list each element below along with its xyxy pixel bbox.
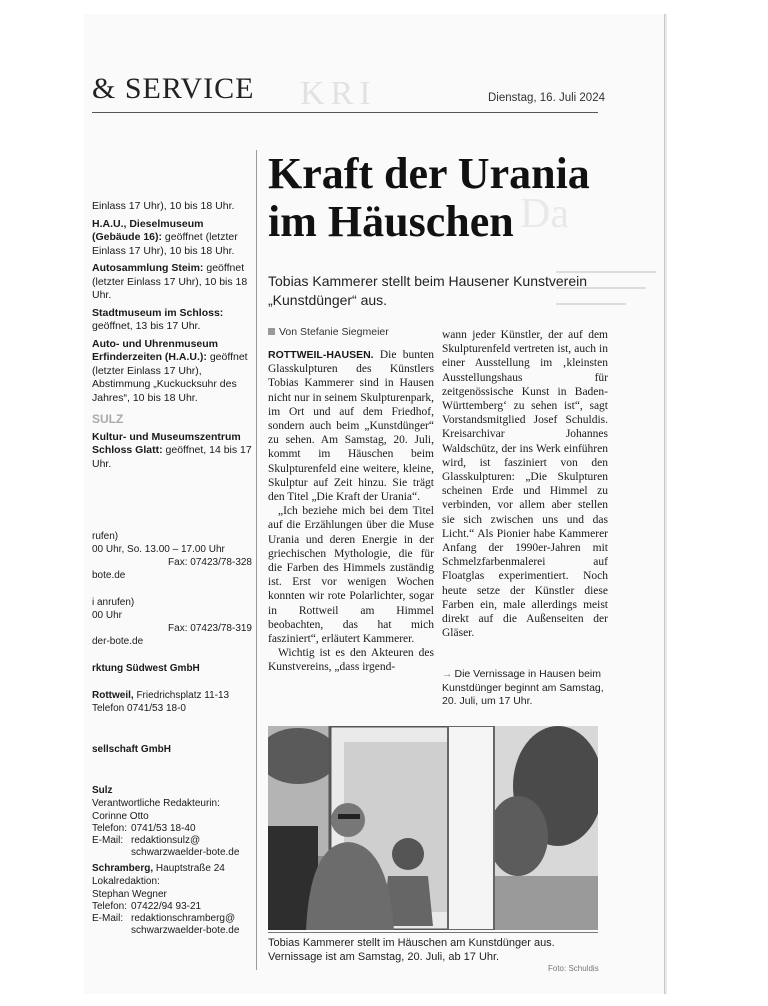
column-divider bbox=[256, 150, 257, 970]
editor-role: Verantwortliche Redakteurin: bbox=[92, 798, 220, 809]
photo-caption: Tobias Kammerer stellt im Häuschen am Kunstdünger aus. Vernissage ist am Samstag, 20. Juli, ab 17 Uhr. bbox=[268, 937, 555, 963]
office-phone: Telefon 0741/53 18-0 bbox=[92, 703, 186, 714]
company-name: rktung Südwest GmbH bbox=[92, 663, 200, 674]
listing-entry: Autosammlung Steim: geöffnet (letzter Einlass 17 Uhr), 10 bis 18 Uhr. bbox=[92, 262, 248, 301]
listing-entry: Einlass 17 Uhr), 10 bis 18 Uhr. bbox=[92, 200, 235, 212]
article-headline: Kraft der Urania im Häuschen bbox=[268, 149, 590, 246]
listing-entry: Kultur- und Museumszentrum Schloss Glatt: geöffnet, 14 bis 17 Uhr. bbox=[92, 430, 252, 470]
contact-line: i anrufen) bbox=[92, 597, 135, 608]
article-subheadline: Tobias Kammerer stellt beim Hausener Kunstverein „Kunstdünger“ aus. bbox=[268, 273, 588, 308]
editor-role: Lokalredaktion: bbox=[92, 876, 160, 887]
listing-entry: Stadtmuseum im Schloss: geöffnet, 13 bis 17 Uhr. bbox=[92, 306, 224, 332]
article-photo bbox=[268, 726, 598, 930]
listing-entry: Auto- und Uhrenmuseum Erfinderzeiten (H.A.U.): geöffnet (letzter Einlass 17 Uhr), Abstimmung „Kuckucksuhr des Jahres“, 10 bis 18 Uhr. bbox=[92, 337, 248, 404]
office-address: Rottweil, Friedrichsplatz 11-13 bbox=[92, 690, 230, 701]
contact-line: 00 Uhr bbox=[92, 610, 123, 621]
contact-line: rufen) bbox=[92, 531, 119, 542]
contact-block bbox=[92, 530, 252, 937]
issue-date: Dienstag, 16. Juli 2024 bbox=[488, 92, 605, 104]
fax-line: Fax: 07423/78-328 bbox=[168, 557, 252, 568]
editor-name: Stephan Wegner bbox=[92, 889, 167, 900]
caption-rule bbox=[268, 932, 598, 933]
section-title: & SERVICE bbox=[92, 72, 255, 105]
article-column-2 bbox=[442, 328, 608, 640]
byline: Von Stefanie Siegmeier bbox=[268, 326, 389, 338]
paragraph: „Ich beziehe mich bei dem Titel auf die Erzählungen über die Muse Urania und deren Energie in der griechischen Mythologie, die für die Farben des Himmels zuständig ist. Erst vor wenigen Wochen konnten wir rote Polarlichter, sogar in Rottweil am Himmel beobachten, das hat mich fasziniert“, erläutert Kammerer. bbox=[268, 505, 434, 646]
square-bullet-icon bbox=[268, 328, 275, 335]
contact-line: bote.de bbox=[92, 570, 126, 581]
email-link[interactable]: redaktionsulz@ bbox=[131, 835, 201, 846]
email-link[interactable]: redaktionschramberg@ bbox=[131, 913, 236, 924]
editor-name: Corinne Otto bbox=[92, 811, 149, 822]
show-through-masthead: KRI bbox=[300, 75, 377, 112]
listing-entry: H.A.U., Dieselmuseum (Gebäude 16): geöffnet (letzter Einlass 17 Uhr), 10 bis 18 Uhr. bbox=[92, 217, 238, 257]
company-name: sellschaft GmbH bbox=[92, 744, 171, 755]
event-listings bbox=[92, 200, 252, 475]
fax-line: Fax: 07423/78-319 bbox=[168, 623, 252, 634]
office-address: Schramberg, Hauptstraße 24 bbox=[92, 863, 225, 874]
paragraph: Wichtig ist es den Akteuren des Kunstvereins, „dass irgend- bbox=[268, 647, 434, 674]
photo-credit: Foto: Schuldis bbox=[548, 964, 599, 973]
paragraph: ROTTWEIL-HAUSEN. Die bunten Glasskulpturen des Künstlers Tobias Kammerer sind in Hausen nicht nur in seinem Skulpturenpark, im Ort und auf dem Friedhof, sondern auch beim „Kunstdünger“ zu sehen. Am Samstag, 20. Juli, kommt im Häuschen beim Skulpturenfeld eine weitere, kleine, Skulptur auf Zeit hinzu. Sie trägt den Titel „Die Kraft der Urania“. bbox=[268, 349, 434, 504]
contact-line: 00 Uhr, So. 13.00 – 17.00 Uhr bbox=[92, 544, 225, 555]
schramberg-contact-table: Telefon: 07422/94 93-21 E-Mail: redaktionschramberg@ schwarzwaelder-bote.de bbox=[92, 901, 240, 936]
dateline: ROTTWEIL-HAUSEN. bbox=[268, 349, 374, 361]
show-through-headline: Da bbox=[520, 191, 569, 237]
info-box: → Die Vernissage in Hausen beim Kunstdünger beginnt am Samstag, 20. Juli, um 17 Uhr. bbox=[442, 668, 604, 707]
article-column-1 bbox=[268, 348, 434, 675]
arrow-right-icon: → bbox=[442, 668, 453, 680]
header-rule bbox=[92, 112, 598, 113]
region-heading: SULZ bbox=[92, 412, 124, 426]
sulz-contact-table: Telefon: 0741/53 18-40 E-Mail: redaktionsulz@ schwarzwaelder-bote.de bbox=[92, 823, 240, 858]
contact-line: der-bote.de bbox=[92, 636, 144, 647]
paragraph: wann jeder Künstler, der auf dem Skulpturenfeld vertreten ist, auch in einer Ausstellung im ‚kleinsten Ausstellungshaus für zeitgenössische Kunst in Baden-Württemberg‘ zu sehen ist“, sagt Vorstandsmitglied Josef Schuldis. Kreisarchivar Johannes Waldschütz, der ins Werk einführen wird, ist fasziniert von den Glasskulpturen: „Die Skulpturen scheinen Erde und Himmel zu verbinden, vor allem aber stellen sie sich zwischen uns und das Licht.“ Als Pionier habe Kammerer Anfang der 1990er-Jahren mit Schmelzfarbenmalerei auf Floatglas experimentiert. Noch heute setze der Künstler diese Farben ein, male allerdings meist direkt auf die Außenseiten der Gläser. bbox=[442, 329, 608, 640]
office-name: Sulz bbox=[92, 785, 113, 796]
